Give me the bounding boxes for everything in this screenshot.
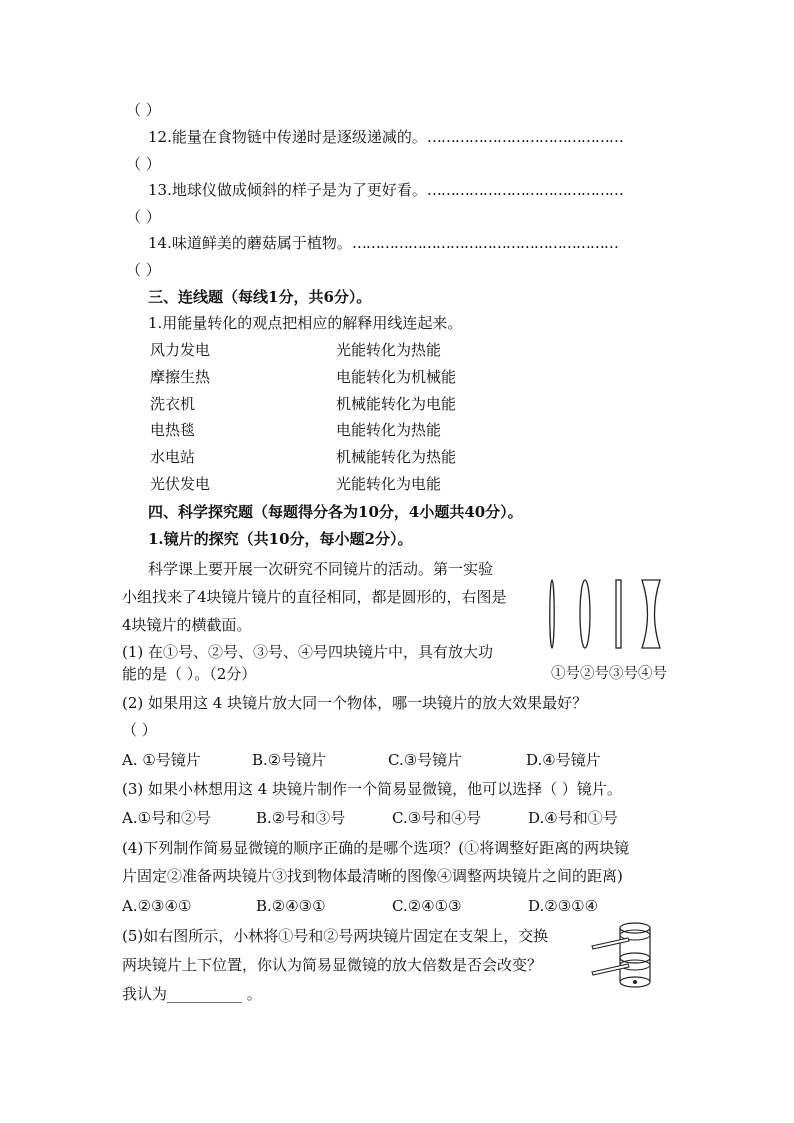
question-13-dots: …………………………………… [426, 181, 623, 199]
q4-option: B.②④③① [256, 897, 326, 915]
lower-arm-icon [592, 964, 629, 975]
q1-line: 能的是（ ）。（2分） [122, 665, 257, 683]
match-left-item: 光伏发电 [150, 475, 211, 493]
question-14 [148, 233, 618, 253]
lens-cross-sections-figure [540, 575, 680, 655]
match-right-item: 光能转化为电能 [336, 475, 442, 493]
answer-paren-11: （ ） [126, 101, 161, 119]
question1-title: 1.镜片的探究（共10分，每小题2分）。 [148, 530, 413, 548]
lens-3-icon [616, 580, 621, 648]
match-left-item: 风力发电 [150, 341, 211, 359]
q4-option: C.②④①③ [392, 897, 462, 915]
intro-line: 小组找来了4块镜片镜片的直径相同，都是圆形的，右图是 [122, 588, 507, 606]
answer-paren-14: （ ） [126, 261, 161, 279]
match-left-item: 洗衣机 [150, 395, 196, 413]
intro-line: 4块镜片的横截面。 [122, 616, 252, 634]
match-left-item: 水电站 [150, 448, 196, 466]
q4-line: 片固定②准备两块镜片③找到物体最清晰的图像④调整两块镜片之间的距离) [122, 867, 623, 885]
match-right-item: 机械能转化为电能 [336, 395, 457, 413]
match-right-item: 电能转化为热能 [336, 421, 442, 439]
match-right-item: 光能转化为热能 [336, 341, 442, 359]
microscope-stand-figure [590, 918, 662, 998]
intro-line: 科学课上要开展一次研究不同镜片的活动。第一实验 [148, 560, 494, 578]
q3-option: A.①号和②号 [122, 809, 212, 827]
answer-paren-13: （ ） [126, 208, 161, 226]
q5-line: (5)如右图所示，小林将①号和②号两块镜片固定在支架上，交换 [122, 927, 549, 945]
lens-4-icon [642, 580, 660, 648]
section3-instruction: 1.用能量转化的观点把相应的解释用线连起来。 [148, 314, 463, 332]
q3-option: B.②号和③号 [256, 809, 346, 827]
q2-option: B.②号镜片 [252, 751, 327, 769]
section3-heading: 三、连线题（每线1分，共6分）。 [148, 288, 372, 306]
answer-paren-12: （ ） [126, 155, 161, 173]
q2-line: (2) 如果用这 4 块镜片放大同一个物体，哪一块镜片的放大效果最好？ [122, 694, 588, 712]
match-left-item: 摩擦生热 [150, 368, 211, 386]
q3-option: C.③号和④号 [392, 809, 482, 827]
q2-option: A. ①号镜片 [122, 751, 201, 769]
question-13-text: 13.地球仪做成倾斜的样子是为了更好看。 [148, 181, 427, 199]
lens-labels: ①号②号③号④号 [551, 666, 667, 682]
q4-option: D.②③①④ [528, 897, 599, 915]
q1-line: (1) 在①号、②号、③号、④号四块镜片中，具有放大功 [122, 643, 494, 661]
upper-arm-icon [592, 938, 629, 949]
question-14-text: 14.味道鲜美的蘑菇属于植物。 [148, 234, 352, 252]
q2-paren: （ ） [122, 721, 157, 739]
q4-line: (4)下列制作简易显微镜的顺序正确的是哪个选项？(①将调整好距离的两块镜 [122, 839, 630, 857]
question-12-dots: …………………………………… [426, 128, 623, 146]
question-13 [148, 180, 623, 200]
lens-1-icon [550, 580, 554, 648]
q4-option: A.②③④① [122, 897, 192, 915]
question-14-dots: ………………………………………………… [351, 234, 618, 252]
q5-answer-line: 我认为__________ 。 [122, 985, 262, 1003]
match-right-item: 机械能转化为热能 [336, 448, 457, 466]
q5-line: 两块镜片上下位置，你认为简易显微镜的放大倍数是否会改变？ [122, 956, 543, 974]
question-12 [148, 127, 623, 147]
lens-2-icon [580, 580, 590, 648]
q3-option: D.④号和①号 [528, 809, 618, 827]
question-12-text: 12.能量在食物链中传递时是逐级递减的。 [148, 128, 427, 146]
match-right-item: 电能转化为机械能 [336, 368, 457, 386]
q3-line: (3) 如果小林想用这 4 块镜片制作一个简易显微镜，他可以选择（ ）镜片。 [122, 780, 622, 798]
match-left-item: 电热毯 [150, 421, 196, 439]
q2-option: C.③号镜片 [388, 751, 463, 769]
q2-option: D.④号镜片 [526, 751, 601, 769]
section4-heading: 四、科学探究题（每题得分各为10分，4小题共40分）。 [148, 503, 523, 521]
